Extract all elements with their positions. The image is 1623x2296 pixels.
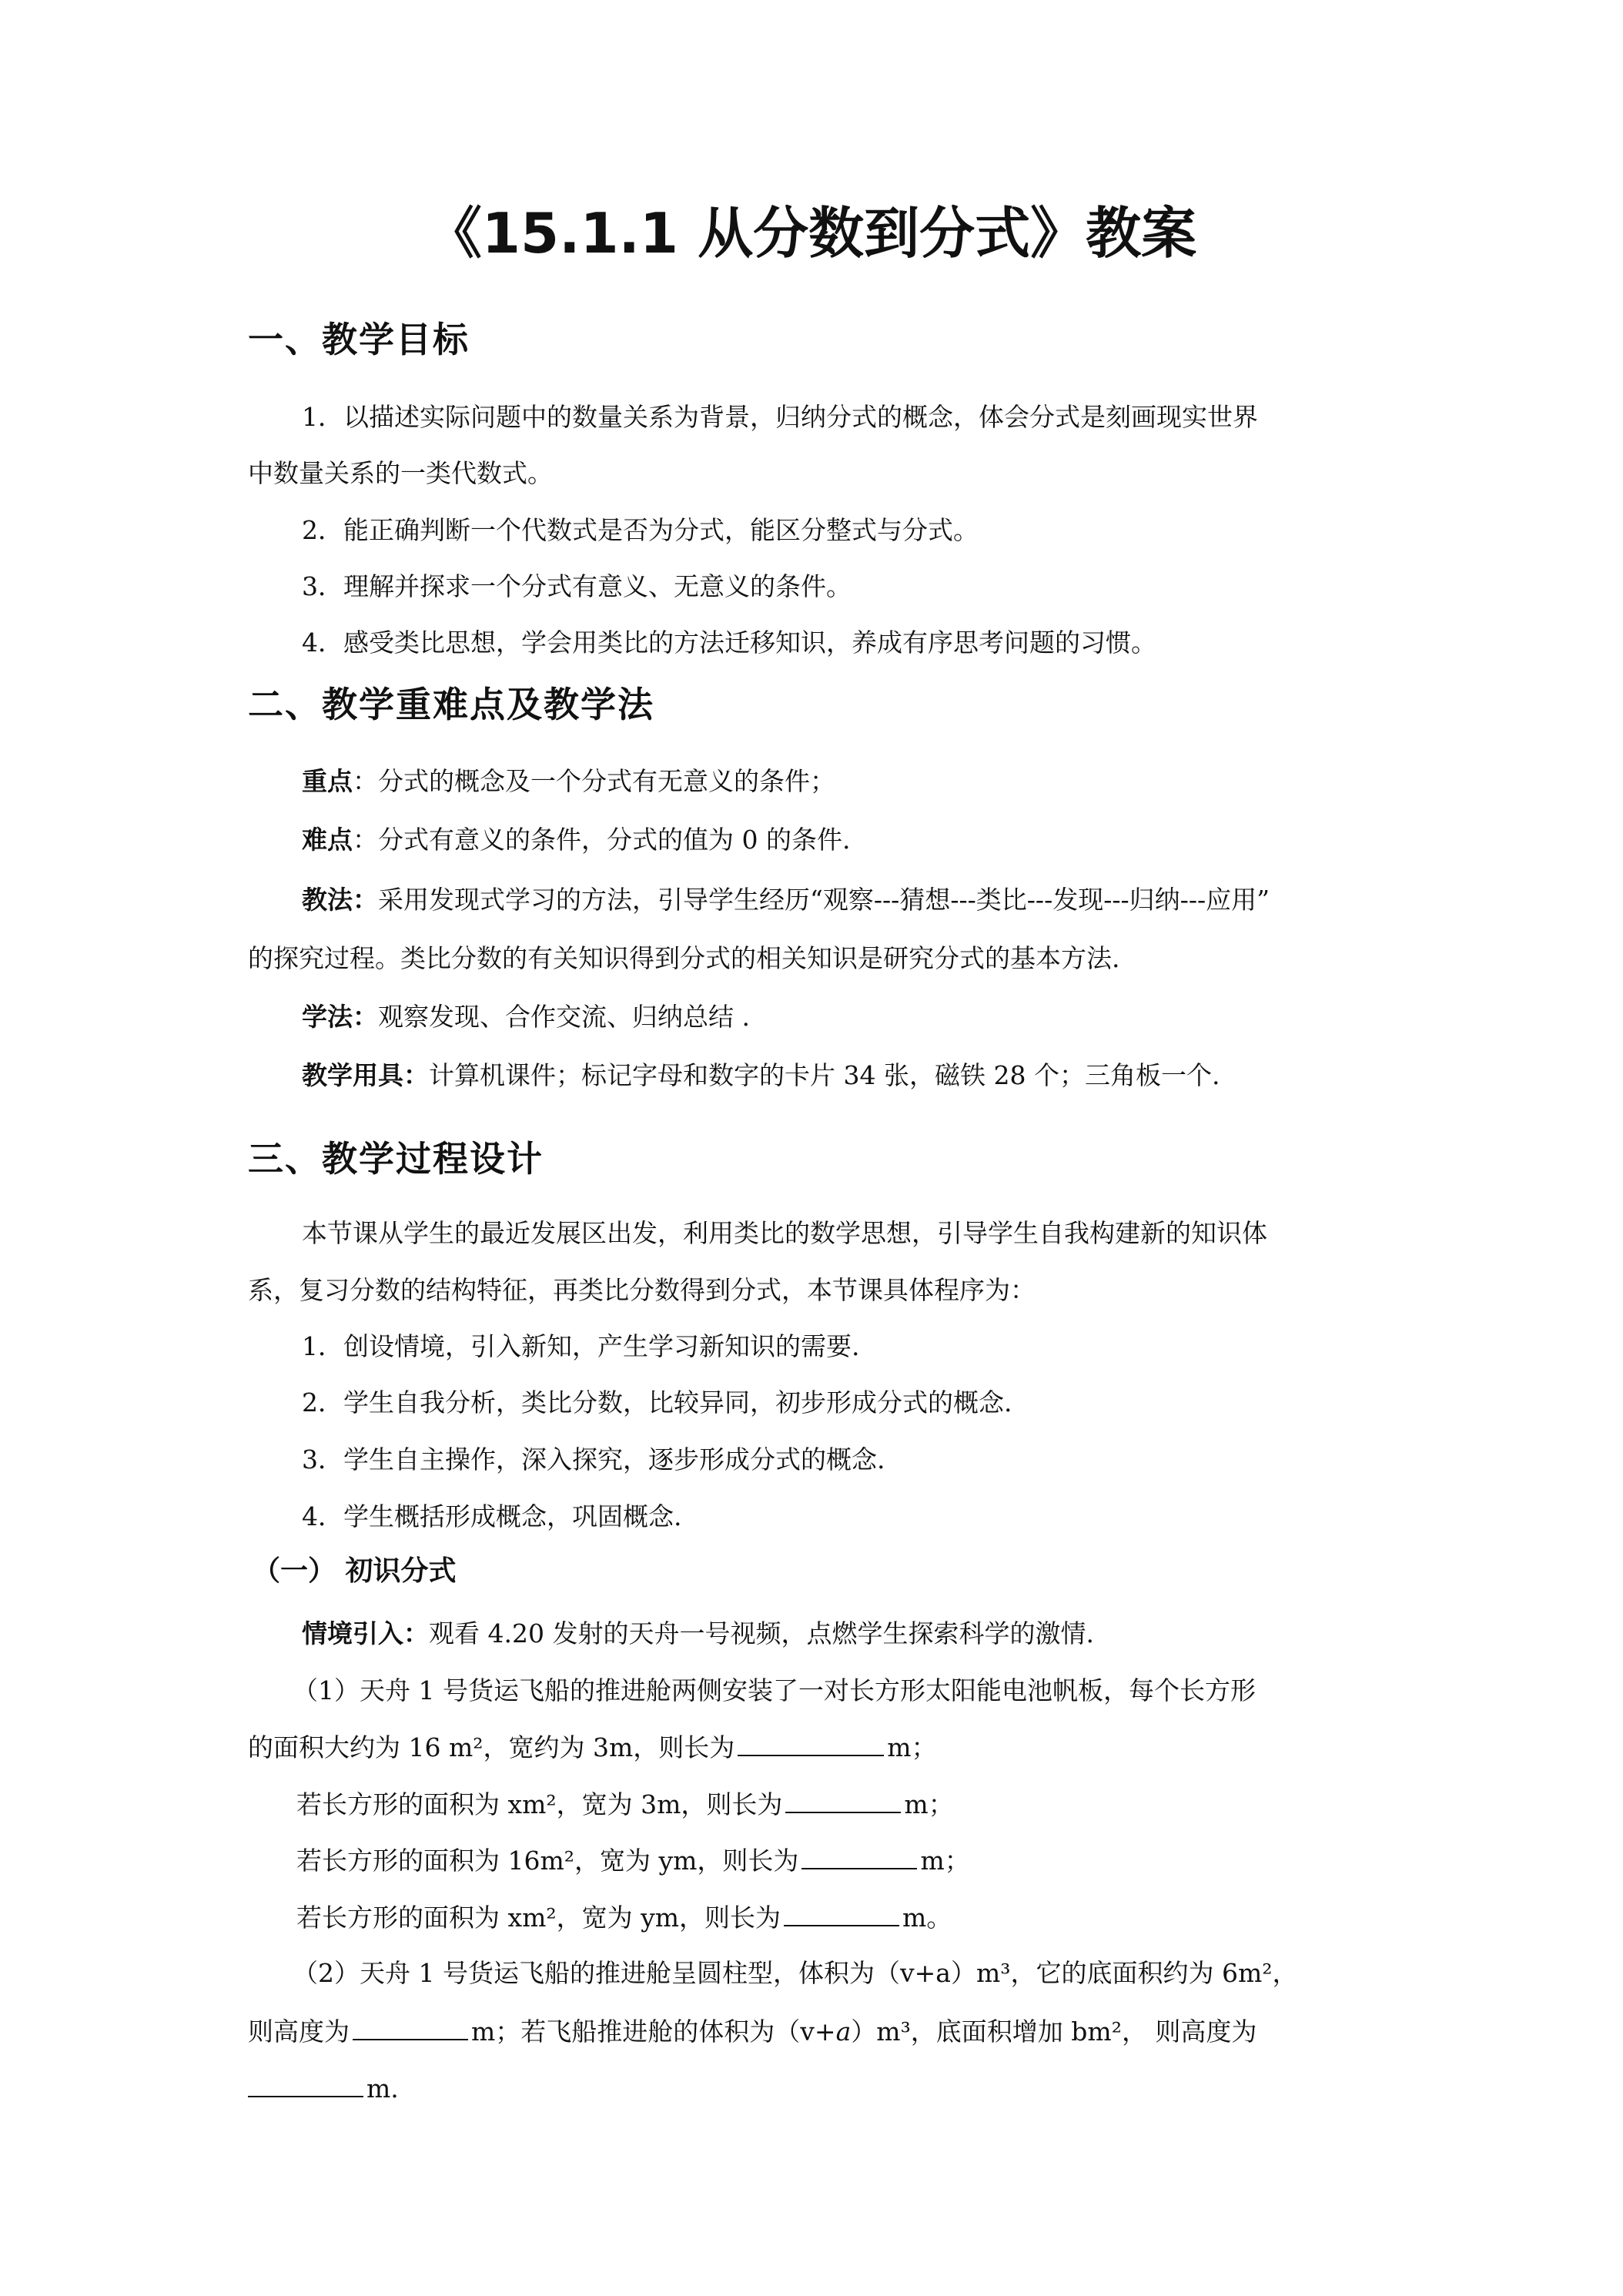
question-2-line-3-unit: m. xyxy=(366,2073,399,2104)
question-1-line-3-unit: m； xyxy=(904,1789,954,1819)
question-2-line-2-suffix: ）m³，底面积增加 bm²， 则高度为 xyxy=(851,2017,1257,2047)
variable-a: a xyxy=(835,2017,852,2047)
learning-method-label: 学法： xyxy=(302,1002,378,1032)
key-point-line xyxy=(302,766,835,797)
learning-method-line xyxy=(302,1002,750,1033)
objective-3: 3．理解并探求一个分式有意义、无意义的条件。 xyxy=(302,571,852,601)
page-title: 《15.1.1 从分数到分式》教案 xyxy=(426,201,1197,266)
answer-blank-1[interactable] xyxy=(738,1732,884,1756)
process-step-3: 3．学生自主操作，深入探究，逐步形成分式的概念. xyxy=(302,1444,885,1474)
difficult-point-text: ：分式有意义的条件，分式的值为 0 的条件. xyxy=(353,825,851,855)
scenario-intro-line xyxy=(302,1618,1094,1649)
question-1-line-5-unit: m。 xyxy=(902,1903,952,1933)
question-1-line-4-text: 若长方形的面积为 16m²，宽为 ym，则长为 xyxy=(296,1846,799,1876)
section-heading-key-points: 二、教学重难点及教学法 xyxy=(248,684,654,725)
question-1-line-3-text: 若长方形的面积为 xm²，宽为 3m，则长为 xyxy=(296,1789,783,1819)
question-2-line-1: （2）天舟 1 号货运飞船的推进舱呈圆柱型，体积为（v+a）m³，它的底面积约为 6m²， xyxy=(293,1958,1298,1988)
process-step-4: 4．学生概括形成概念，巩固概念. xyxy=(302,1501,682,1531)
subsection-heading: （一） 初识分式 xyxy=(253,1555,457,1587)
question-1-line-2-text: 的面积大约为 16 m²，宽约为 3m，则长为 xyxy=(248,1732,735,1762)
section-heading-objectives: 一、教学目标 xyxy=(248,319,470,360)
section-heading-process: 三、教学过程设计 xyxy=(248,1138,544,1180)
objective-4: 4．感受类比思想，学会用类比的方法迁移知识，养成有序思考问题的习惯。 xyxy=(302,628,1156,658)
question-1-line-1: （1）天舟 1 号货运飞船的推进舱两侧安装了一对长方形太阳能电池帆板，每个长方形 xyxy=(293,1675,1256,1705)
question-1-line-3 xyxy=(296,1789,954,1820)
teaching-tools-text: 计算机课件；标记字母和数字的卡片 34 张，磁铁 28 个；三角板一个. xyxy=(429,1060,1220,1090)
teaching-tools-line xyxy=(302,1060,1220,1091)
process-step-1: 1．创设情境，引入新知，产生学习新知识的需要. xyxy=(302,1331,860,1361)
process-step-2: 2．学生自我分析，类比分数，比较异同，初步形成分式的概念. xyxy=(302,1387,1012,1417)
difficult-point-label: 难点 xyxy=(302,825,353,855)
teaching-method-text: 采用发现式学习的方法，引导学生经历“观察---猜想---类比---发现---归纳---应用” xyxy=(378,885,1270,915)
question-2-line-2-middle: m；若飞船推进舱的体积为（v+ xyxy=(471,2017,836,2047)
question-1-line-4-unit: m； xyxy=(920,1846,970,1876)
answer-blank-2[interactable] xyxy=(785,1789,901,1813)
key-point-text: ：分式的概念及一个分式有无意义的条件； xyxy=(353,766,835,796)
question-2-line-2-prefix: 则高度为 xyxy=(248,2017,350,2047)
question-2-line-2 xyxy=(248,2016,1257,2047)
process-intro-line-2: 系，复习分数的结构特征，再类比分数得到分式，本节课具体程序为： xyxy=(248,1275,1036,1305)
objective-1-line-2: 中数量关系的一类代数式。 xyxy=(248,458,553,488)
teaching-tools-label: 教学用具： xyxy=(302,1060,429,1090)
scenario-intro-text: 观看 4.20 发射的天舟一号视频，点燃学生探索科学的激情. xyxy=(429,1618,1094,1648)
answer-blank-5[interactable] xyxy=(353,2016,468,2040)
key-point-label: 重点 xyxy=(302,766,353,796)
question-1-line-2 xyxy=(248,1732,937,1763)
answer-blank-6[interactable] xyxy=(248,2073,363,2097)
learning-method-text: 观察发现、合作交流、归纳总结 . xyxy=(378,1002,750,1032)
teaching-method-line-1 xyxy=(302,885,1270,915)
question-1-line-5 xyxy=(296,1902,952,1933)
answer-blank-3[interactable] xyxy=(801,1845,917,1869)
objective-1-line-1: 1．以描述实际问题中的数量关系为背景，归纳分式的概念，体会分式是刻画现实世界 xyxy=(302,402,1258,432)
teaching-method-label: 教法： xyxy=(302,885,378,915)
question-1-line-5-text: 若长方形的面积为 xm²，宽为 ym，则长为 xyxy=(296,1903,781,1933)
question-2-line-3 xyxy=(248,2073,399,2104)
answer-blank-4[interactable] xyxy=(784,1902,899,1926)
difficult-point-line xyxy=(302,825,850,855)
process-intro-line-1: 本节课从学生的最近发展区出发，利用类比的数学思想，引导学生自我构建新的知识体 xyxy=(302,1218,1267,1248)
teaching-method-line-2: 的探究过程。类比分数的有关知识得到分式的相关知识是研究分式的基本方法. xyxy=(248,943,1120,973)
question-1-line-2-unit: m； xyxy=(887,1732,937,1762)
scenario-intro-label: 情境引入： xyxy=(302,1618,429,1648)
question-1-line-4 xyxy=(296,1845,970,1876)
objective-2: 2．能正确判断一个代数式是否为分式，能区分整式与分式。 xyxy=(302,515,979,545)
